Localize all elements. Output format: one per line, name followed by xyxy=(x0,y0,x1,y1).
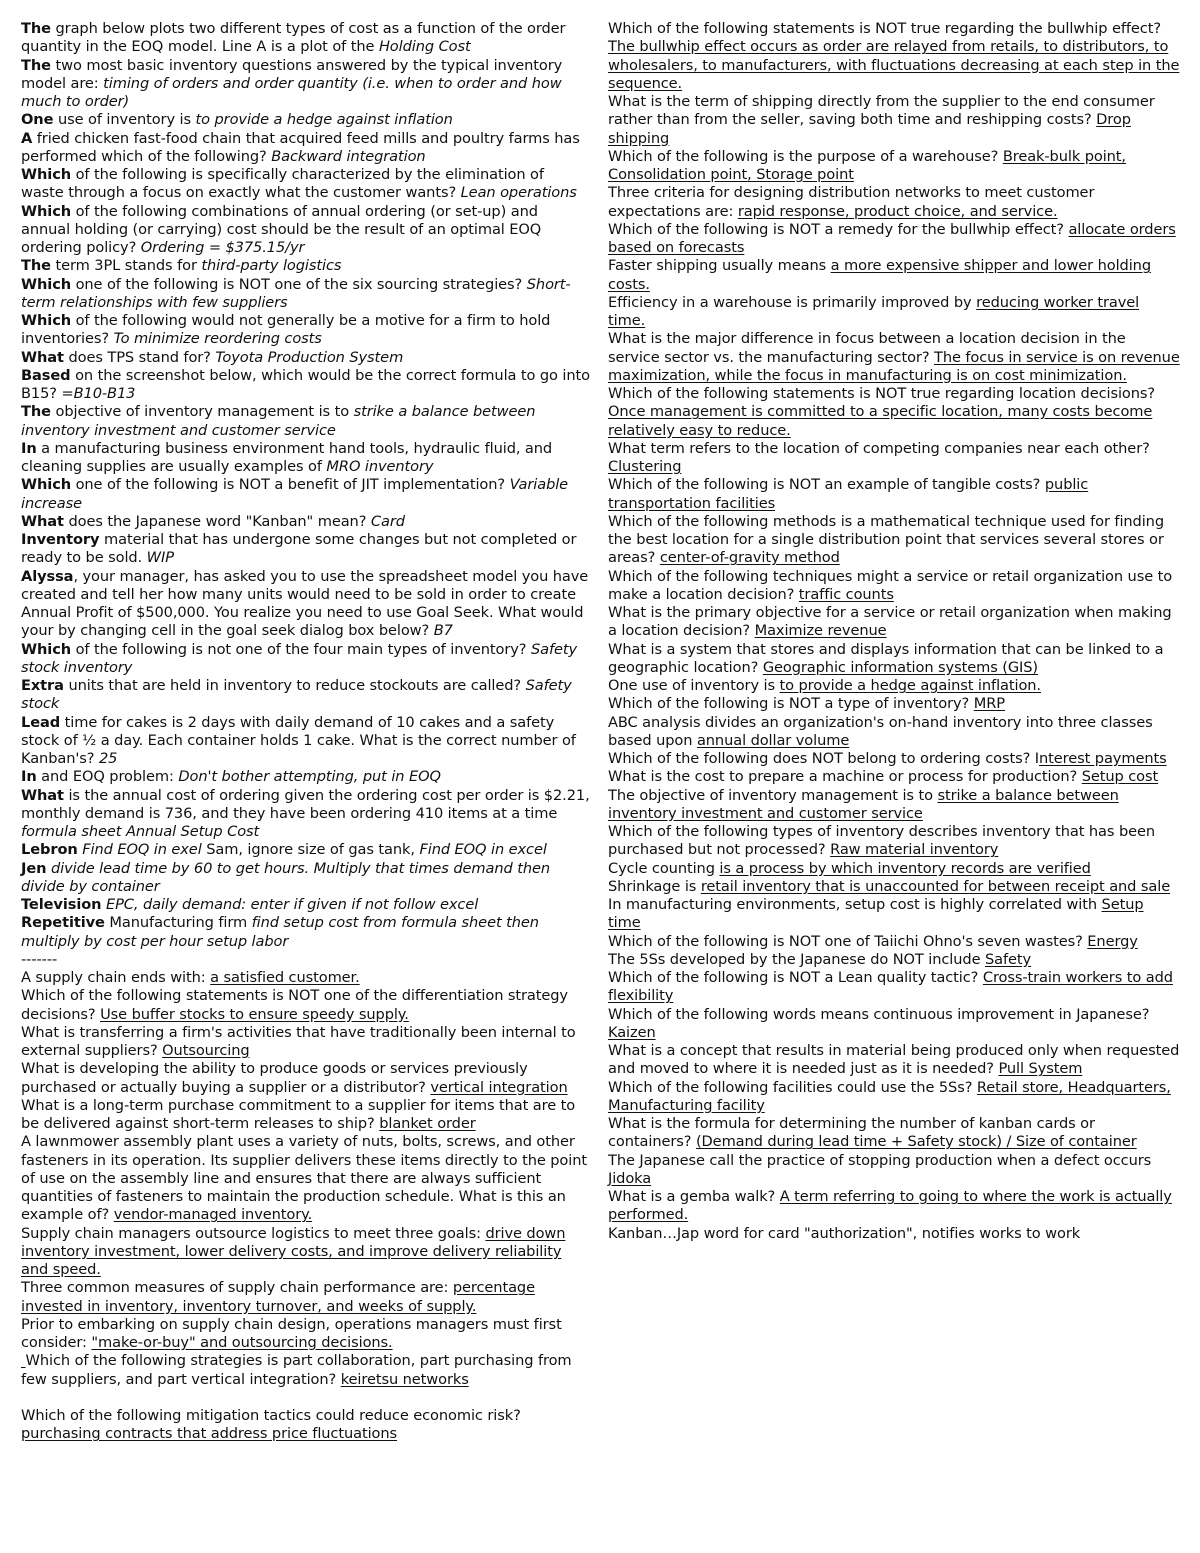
entry-answer: reducing worker travel time. xyxy=(608,293,1140,329)
entry-answer: 25 xyxy=(98,750,118,767)
entry-answer: rapid response, product choice, and service. xyxy=(737,202,1058,220)
entry-question: Faster shipping usually means xyxy=(608,257,827,275)
entry-question: of the following combinations of annual ordering (or set-up) and annual holding (or carrying) cost should be the result of an optimal EOQ ordering policy? xyxy=(21,202,542,256)
bold-lead-entry xyxy=(21,531,591,568)
qa-entry xyxy=(608,440,1180,477)
entry-lead: Which xyxy=(21,312,72,329)
entry-answer: Retail store, Headquarters, Manufacturing facility xyxy=(608,1078,1171,1114)
entry-answer: To minimize reordering costs xyxy=(113,330,322,348)
entry-answer: drive down inventory investment, lower delivery costs, and improve delivery reliability and speed. xyxy=(21,1224,566,1278)
entry-lead: Repetitive xyxy=(21,914,105,932)
entry-question: does the Japanese word "Kanban" mean? xyxy=(68,512,367,530)
entry-answer: WIP xyxy=(146,549,174,567)
qa-entry xyxy=(21,1024,591,1061)
entry-answer: to provide a hedge against inflation. xyxy=(779,677,1041,694)
qa-entry xyxy=(21,1352,591,1389)
bold-lead-entry xyxy=(21,440,591,477)
bold-lead-entry xyxy=(21,166,591,203)
entry-question: Which of the following is NOT one of Taiichi Ohno's seven wastes? xyxy=(608,932,1083,950)
entry-lead: Alyssa xyxy=(21,567,74,585)
entry-question: on the screenshot below, which would be the correct formula to go into B15? xyxy=(21,366,590,402)
qa-entry xyxy=(21,987,591,1024)
entry-answer: public transportation facilities xyxy=(608,476,1089,512)
entry-lead: Inventory xyxy=(21,531,100,548)
entry-answer: Safety stock xyxy=(21,677,572,713)
entry-question: Which of the following words means continuous improvement in Japanese? xyxy=(608,1005,1150,1023)
blank-line xyxy=(21,1389,591,1407)
entry-question: What is the term of shipping directly from the supplier to the end consumer rather than from the seller, saving both time and reshipping costs? xyxy=(608,93,1155,129)
qa-entry xyxy=(21,1097,591,1134)
entry-answer: a satisfied customer. xyxy=(210,969,360,986)
entry-question: Which of the following types of inventory describes inventory that has been purchased but not processed? xyxy=(608,823,1156,859)
qa-entry xyxy=(608,1079,1180,1116)
right-column xyxy=(608,20,1180,1243)
entry-lead: The xyxy=(21,257,51,275)
entry-lead: Lead xyxy=(21,713,61,731)
qa-entry xyxy=(608,878,1180,896)
entry-question: What is the formula for determining the number of kanban cards or containers? xyxy=(608,1115,1095,1151)
entry-lead: Which xyxy=(21,476,72,494)
qa-entry xyxy=(608,768,1180,786)
entry-lead: Which xyxy=(21,275,72,293)
entry-question: What is the cost to prepare a machine or process for production? xyxy=(608,768,1078,786)
entry-question: Three criteria for designing distribution networks to meet customer expectations are: xyxy=(608,184,1095,220)
entry-answer: annual dollar volume xyxy=(696,731,850,749)
entry-answer: traffic counts xyxy=(798,585,894,603)
bold-lead-entry xyxy=(21,57,591,112)
entry-question: ABC analysis divides an organization's on-hand inventory into three classes based upon xyxy=(608,713,1153,749)
entry-lead: Extra xyxy=(21,677,64,694)
left-column xyxy=(21,20,591,1444)
qa-entry xyxy=(608,257,1180,294)
entry-lead: One xyxy=(21,111,54,129)
entry-question: What is the primary objective for a service or retail organization when making a location decision? xyxy=(608,604,1172,640)
entry-question: A supply chain ends with: xyxy=(21,969,206,986)
qa-entry xyxy=(21,1279,591,1316)
entry-question: graph below plots two different types of cost as a function of the order quantity in the EOQ model. Line A is a plot of the xyxy=(21,20,566,56)
entry-question: What is the major difference in focus between a location decision in the service sector vs. the manufacturing sector? xyxy=(608,330,1126,366)
bold-lead-entry xyxy=(21,276,591,313)
entry-lead: Based xyxy=(21,366,71,384)
qa-entry xyxy=(608,1042,1180,1079)
entry-question: of the following is not one of the four main types of inventory? xyxy=(75,640,527,658)
qa-entry xyxy=(21,1060,591,1097)
bold-lead-entry xyxy=(21,896,591,914)
qa-entry xyxy=(608,1225,1180,1243)
entry-answer: Toyota Production System xyxy=(215,348,404,366)
qa-entry xyxy=(21,1407,591,1444)
entry-question: one of the following is NOT a benefit of JIT implementation? xyxy=(75,476,506,494)
bold-lead-entry xyxy=(21,513,591,531)
bold-lead-entry xyxy=(21,677,591,714)
entry-lead: The xyxy=(21,56,51,74)
qa-entry xyxy=(608,1006,1180,1043)
entry-question: What is transferring a firm's activities that have traditionally been internal to external suppliers? xyxy=(21,1023,576,1059)
entry-answer: a more expensive shipper and lower holding costs. xyxy=(608,257,1151,293)
qa-entry xyxy=(21,1316,591,1353)
entry-lead: What xyxy=(21,512,64,530)
entry-question: One use of inventory is xyxy=(608,677,775,694)
bold-lead-entry xyxy=(21,641,591,678)
entry-question: What is a long-term purchase commitment to a supplier for items that are to be delivered against short-term releases to ship? xyxy=(21,1096,576,1132)
entry-answer: Outsourcing xyxy=(162,1042,250,1059)
entry-answer: Maximize revenue xyxy=(754,622,887,640)
entry-question: one of the following is NOT one of the six sourcing strategies? xyxy=(75,275,523,293)
qa-entry xyxy=(608,513,1180,568)
entry-answer: nterest payments xyxy=(1039,750,1167,767)
entry-question: Prior to embarking on supply chain design, operations managers must first consider: xyxy=(21,1315,562,1351)
entry-question: Which of the following statements is NOT true regarding the bullwhip effect? xyxy=(608,20,1161,37)
entry-question: What is a gemba walk? xyxy=(608,1188,776,1205)
entry-answer: Card xyxy=(370,512,405,530)
entry-answer: Don't bother attempting, put in EOQ xyxy=(178,768,441,786)
entry-lead: Which xyxy=(21,166,72,183)
qa-entry xyxy=(608,184,1180,221)
entry-question: Kanban…Jap word for card "authorization", notifies works to work xyxy=(608,1224,1081,1242)
entry-lead: Which xyxy=(21,640,72,658)
qa-entry xyxy=(608,20,1180,93)
entry-question: Which of the following does NOT belong to ordering costs? I xyxy=(608,750,1040,767)
entry-question: a manufacturing business environment hand tools, hydraulic fluid, and cleaning supplies are usually examples of xyxy=(21,439,553,475)
entry-question: does TPS stand for? xyxy=(68,348,211,366)
entry-answer: vertical integration xyxy=(430,1078,568,1096)
entry-lead: In xyxy=(21,439,37,457)
entry-answer: Variable increase xyxy=(21,476,569,512)
entry-question: Which of the following is NOT an example of tangible costs? xyxy=(608,476,1041,494)
entry-question: Which of the following statements is NOT one of the differentiation strategy decisions? xyxy=(21,987,568,1023)
entry-question: units that are held in inventory to reduce stockouts are called? xyxy=(68,677,522,694)
entry-lead: Which xyxy=(21,202,72,220)
entry-question: A lawnmower assembly plant uses a variety of nuts, bolts, screws, and other fasteners in its operation. Its supplier delivers these items directly to the point of use on the assembly line and ensures that there are always sufficient quantities of fasteners to maintain the production schedule. What is this an example of? xyxy=(21,1133,587,1224)
entry-answer: A term referring to going to where the work is actually performed. xyxy=(608,1188,1172,1224)
qa-entry xyxy=(608,604,1180,641)
bold-lead-entry xyxy=(21,768,591,786)
entry-lead: Lebron xyxy=(21,841,78,859)
entry-answer: EPC, daily demand: enter if given if not follow excel xyxy=(105,896,479,913)
entry-question: Shrinkage is xyxy=(608,877,697,895)
entry-lead: A xyxy=(21,129,33,147)
entry-answer: Safety xyxy=(985,950,1032,968)
entry-question: Efficiency in a warehouse is primarily improved by xyxy=(608,293,972,311)
entry-lead: The xyxy=(21,20,51,37)
qa-entry xyxy=(608,787,1180,824)
bold-lead-entry xyxy=(21,841,591,859)
qa-entry xyxy=(608,330,1180,385)
entry-answer: Use buffer stocks to ensure speedy supply. xyxy=(100,1005,409,1023)
entry-question: use of inventory is xyxy=(57,111,191,129)
entry-answer: center-of-gravity method xyxy=(659,549,840,567)
entry-lead: Television xyxy=(21,896,102,913)
entry-question: The objective of inventory management is to xyxy=(608,786,933,804)
entry-question: and EOQ problem: xyxy=(41,768,174,786)
entry-lead: Jen xyxy=(21,859,47,877)
entry-question: Manufacturing firm xyxy=(109,914,248,932)
entry-answer: timing of orders and order quantity (i.e. when to order and how much to order) xyxy=(21,74,562,110)
entry-question: time for cakes is 2 days with daily demand of 10 cakes and a safety stock of ½ a day. Each container holds 1 cake. What is the correct number of Kanban's? xyxy=(21,713,576,767)
entry-answer: Safety stock inventory xyxy=(21,640,578,676)
entry-answer: Setup time xyxy=(608,896,1144,932)
entry-answer: =B10-B13 xyxy=(61,385,136,402)
qa-entry xyxy=(608,641,1180,678)
entry-question: fried chicken fast-food chain that acquired feed mills and poultry farms has performed which of the following? xyxy=(21,129,580,165)
qa-entry xyxy=(608,93,1180,148)
entry-answer: formula sheet Annual Setup Cost xyxy=(21,823,260,840)
entry-answer: Holding Cost xyxy=(378,38,471,56)
entry-answer: third-party logistics xyxy=(201,257,342,275)
entry-question: Which of the following strategies is part collaboration, part purchasing from few suppliers, and part vertical integration? xyxy=(21,1352,572,1388)
entry-question: Supply chain managers outsource logistics to meet three goals: xyxy=(21,1224,481,1242)
bold-lead-entry xyxy=(21,349,591,367)
entry-answer: blanket order xyxy=(379,1115,476,1132)
bold-lead-entry xyxy=(21,312,591,349)
entry-answer: Jidoka xyxy=(608,1169,652,1187)
qa-entry xyxy=(608,1188,1180,1225)
qa-entry xyxy=(608,860,1180,878)
qa-entry xyxy=(608,951,1180,969)
entry-question: Which of the following techniques might a service or retail organization use to make a location decision? xyxy=(608,567,1173,603)
bold-lead-entry xyxy=(21,20,591,57)
entry-answer: MRP xyxy=(973,695,1005,713)
entry-answer: Cross-train workers to add flexibility xyxy=(608,969,1173,1005)
qa-entry xyxy=(608,750,1180,768)
entry-answer: MRO inventory xyxy=(326,458,434,475)
entry-answer: strike a balance between inventory investment and customer service xyxy=(608,786,1119,822)
entry-question: term 3PL stands for xyxy=(55,257,197,275)
entry-question: Which of the following is the purpose of a warehouse? xyxy=(608,147,999,165)
entry-question: material that has undergone some changes but not completed or ready to be sold. xyxy=(21,531,577,567)
entry-answer: Setup cost xyxy=(1081,768,1159,786)
entry-question: Which of the following is NOT a type of inventory? xyxy=(608,695,970,713)
entry-answer: B7 xyxy=(433,622,453,640)
entry-answer: Find EOQ in excel xyxy=(419,841,547,859)
bold-lead-entry xyxy=(21,860,591,897)
entry-lead: What xyxy=(21,348,64,366)
entry-question: Which of the following statements is NOT true regarding location decisions? xyxy=(608,385,1156,402)
entry-question: The Japanese call the practice of stopping production when a defect occurs xyxy=(608,1151,1152,1169)
qa-entry xyxy=(608,148,1180,185)
entry-question: Which of the following is NOT a Lean quality tactic? xyxy=(608,969,979,986)
entry-answer: The bullwhip effect occurs as order are relayed from retails, to distributors, to wholesalers, to manufacturers, with fluctuations decreasing at each step in the sequence. xyxy=(608,38,1180,92)
separator-line: ------- xyxy=(21,950,58,968)
entry-answer: Break-bulk point, Consolidation point, Storage point xyxy=(608,147,1126,183)
bold-lead-entry xyxy=(21,476,591,513)
entry-question: In manufacturing environments, setup cost is highly correlated with xyxy=(608,896,1097,913)
entry-question: Sam, ignore size of gas tank, xyxy=(206,841,415,859)
qa-entry xyxy=(608,896,1180,933)
entry-answer: divide lead time by 60 to get hours. Multiply that times demand then divide by container xyxy=(21,859,551,895)
qa-entry xyxy=(608,1152,1180,1189)
qa-entry xyxy=(21,1133,591,1224)
entry-question: The 5Ss developed by the Japanese do NOT include xyxy=(608,950,981,968)
entry-question: Three common measures of supply chain performance are: xyxy=(21,1279,449,1297)
entry-question: , your manager, has asked you to use the spreadsheet model you have created and tell her how many units would need to be sold in order to create Annual Profit of $500,000. You realize you need to use Goal Seek. What would your by changing cell in the goal seek dialog box below? xyxy=(21,567,589,640)
bold-lead-entry xyxy=(21,203,591,258)
qa-entry xyxy=(608,294,1180,331)
qa-entry xyxy=(608,969,1180,1006)
entry-question: What term refers to the location of competing companies near each other? xyxy=(608,439,1150,457)
entry-answer: Drop shipping xyxy=(608,111,1131,147)
entry-answer: to provide a hedge against inflation xyxy=(195,111,453,129)
entry-answer: purchasing contracts that address price fluctuations xyxy=(21,1425,398,1443)
bold-lead-entry xyxy=(21,257,591,275)
entry-answer: strike a balance between inventory investment and customer service xyxy=(21,403,536,439)
entry-question: objective of inventory management is to xyxy=(55,403,350,421)
qa-entry xyxy=(608,714,1180,751)
qa-entry xyxy=(608,385,1180,440)
entry-answer: Once management is committed to a specific location, many costs become relatively easy to reduce. xyxy=(608,403,1153,439)
entry-question: What is a system that stores and displays information that can be linked to a geographic location? xyxy=(608,640,1164,676)
bold-lead-entry xyxy=(21,130,591,167)
entry-answer: (Demand during lead time + Safety stock) / Size of container xyxy=(695,1133,1137,1151)
entry-answer: Energy xyxy=(1087,932,1138,950)
entry-question: two most basic inventory questions answered by the typical inventory model are: xyxy=(21,56,563,92)
entry-answer: Short-term relationships with few suppliers xyxy=(21,275,571,311)
entry-question: Cycle counting xyxy=(608,859,715,877)
bold-lead-entry xyxy=(21,914,591,951)
qa-entry xyxy=(21,969,591,987)
entry-answer: "make-or-buy" and outsourcing decisions. xyxy=(91,1334,393,1351)
entry-answer: Backward integration xyxy=(271,147,426,165)
entry-answer: is a process by which inventory records are verified xyxy=(719,859,1091,877)
entry-answer: find setup cost from formula sheet then multiply by cost per hour setup labor xyxy=(21,914,539,950)
qa-entry xyxy=(21,1225,591,1280)
entry-answer: Find EOQ in exel xyxy=(82,841,202,859)
qa-entry xyxy=(608,221,1180,258)
qa-entry xyxy=(608,1115,1180,1152)
entry-answer: Ordering = $375.15/yr xyxy=(140,239,305,256)
entry-question: is the annual cost of ordering given the ordering cost per order is $2.21, monthly demand is 736, and they have been ordering 410 items at a time xyxy=(21,786,590,822)
entry-question: Which of the following facilities could use the 5Ss? xyxy=(608,1078,973,1096)
bold-lead-entry xyxy=(21,568,591,641)
entry-lead: In xyxy=(21,768,37,786)
entry-answer: Geographic information systems (GIS) xyxy=(762,658,1038,676)
qa-entry xyxy=(608,476,1180,513)
entry-lead: The xyxy=(21,403,51,421)
entry-question: Which of the following mitigation tactics could reduce economic risk? xyxy=(21,1407,521,1424)
entry-question: Which of the following is NOT a remedy for the bullwhip effect? xyxy=(608,220,1064,238)
entry-answer: percentage invested in inventory, inventory turnover, and weeks of supply. xyxy=(21,1279,535,1315)
entry-answer: allocate orders based on forecasts xyxy=(608,220,1176,256)
bold-lead-entry xyxy=(21,367,591,404)
entry-answer: Raw material inventory xyxy=(830,841,999,859)
entry-question: What is developing the ability to produce goods or services previously purchased or actually buying a supplier or a distributor? xyxy=(21,1060,528,1096)
entry-answer: Kaizen xyxy=(608,1023,656,1041)
bold-lead-entry xyxy=(21,714,591,769)
bold-lead-entry xyxy=(21,111,591,129)
qa-entry xyxy=(608,677,1180,695)
qa-entry xyxy=(608,695,1180,713)
entry-question: What is a concept that results in material being produced only when requested and moved to where it is needed just as it is needed? xyxy=(608,1042,1180,1078)
qa-entry xyxy=(608,933,1180,951)
qa-entry xyxy=(608,568,1180,605)
entry-lead: What xyxy=(21,786,64,804)
entry-answer: The focus in service is on revenue maximization, while the focus in manufacturing is on cost minimization. xyxy=(608,348,1180,384)
entry-question: of the following would not generally be a motive for a firm to hold inventories? xyxy=(21,312,551,348)
entry-answer: Pull System xyxy=(998,1060,1083,1078)
bold-lead-entry xyxy=(21,403,591,440)
bold-lead-entry xyxy=(21,787,591,842)
entry-question: Which of the following methods is a mathematical technique used for finding the best location for a single distribution point that services several stores or areas? xyxy=(608,512,1164,567)
entry-answer: keiretsu networks xyxy=(340,1370,469,1388)
entry-answer: Clustering xyxy=(608,458,682,475)
entry-question: of the following is specifically characterized by the elimination of waste through a focus on exactly what the customer wants? xyxy=(21,166,544,202)
entry-answer: vendor-managed inventory. xyxy=(113,1206,313,1224)
entry-answer: Lean operations xyxy=(460,184,577,202)
qa-entry xyxy=(608,823,1180,860)
entry-answer: retail inventory that is unaccounted for between receipt and sale xyxy=(700,877,1171,895)
